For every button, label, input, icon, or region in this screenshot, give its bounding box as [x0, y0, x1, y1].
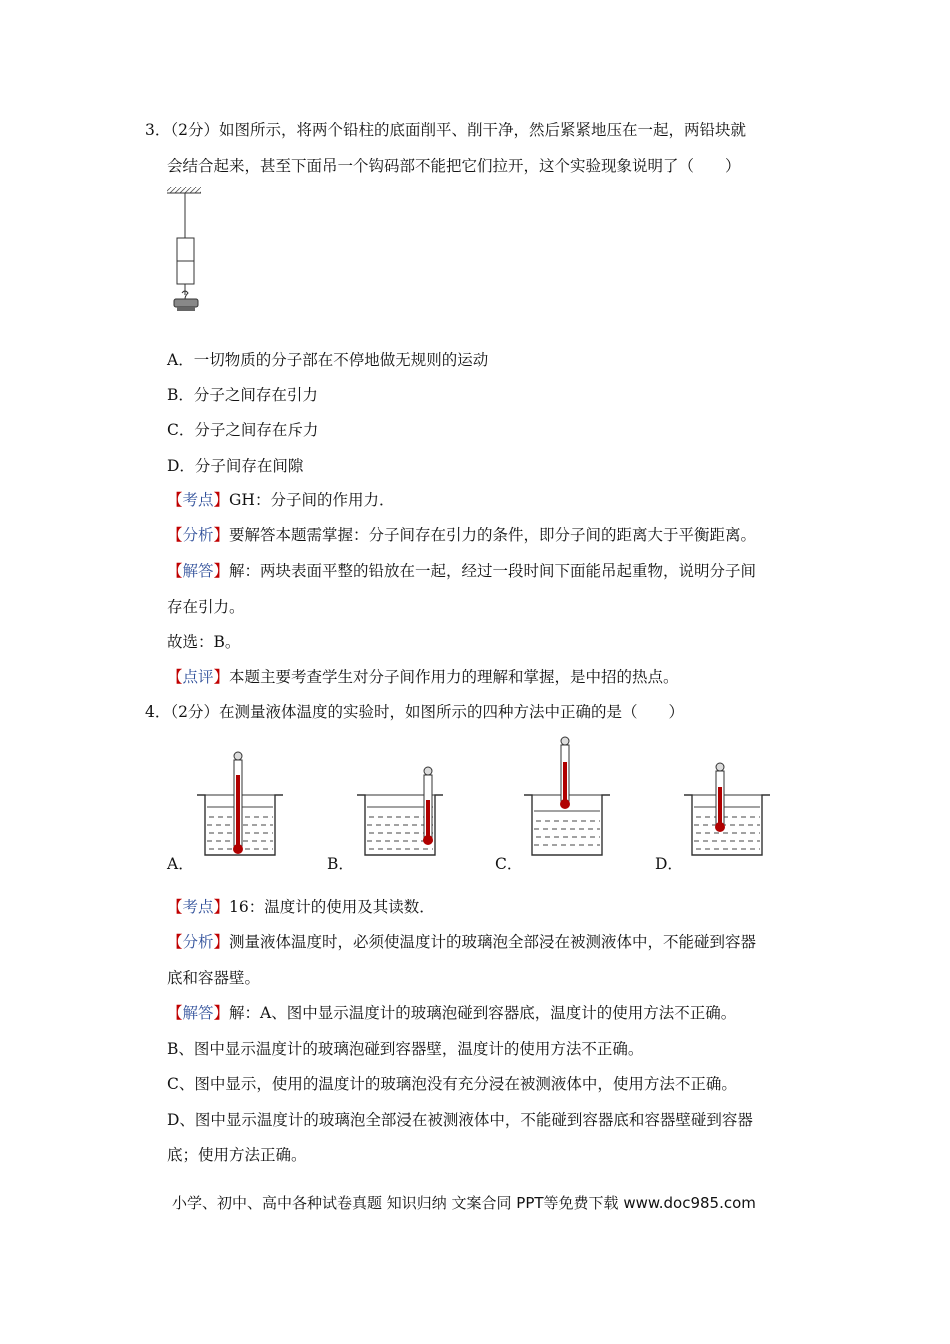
- q4-option-d-label: D．: [655, 855, 683, 873]
- q3-option-d: D．分子间存在间隙: [167, 457, 304, 475]
- lead-cylinder-figure: [165, 183, 215, 323]
- beaker-figure-d: [682, 757, 772, 860]
- q4-jieda-line4: D、图中显示温度计的玻璃泡全部浸在被测液体中，不能碰到容器底和容器壁碰到容器: [167, 1111, 753, 1129]
- q4-number: 4．: [145, 703, 171, 721]
- q3-kaodian: 【考点】GH：分子间的作用力．: [167, 491, 395, 509]
- page-footer: 小学、初中、高中各种试卷真题 知识归纳 文案合同 PPT等免费下载 www.doc985.com: [172, 1194, 756, 1212]
- kaodian-tag: 【考点】: [167, 898, 230, 916]
- q4-fenxi-line1: 【分析】测量液体温度时，必须使温度计的玻璃泡全部浸在被测液体中，不能碰到容器: [167, 933, 757, 951]
- q3-option-c: C．分子之间存在斥力: [167, 421, 319, 439]
- q4-jieda-line5: 底；使用方法正确。: [167, 1146, 307, 1164]
- q4-option-a-label: A．: [167, 855, 194, 873]
- q4-jieda-line3: C、图中显示，使用的温度计的玻璃泡没有充分浸在被测液体中，使用方法不正确。: [167, 1075, 737, 1093]
- beaker-figure-b: [355, 760, 445, 860]
- fenxi-tag: 【分析】: [167, 526, 230, 544]
- q4-jieda-line1: 【解答】解：A、图中显示温度计的玻璃泡碰到容器底，温度计的使用方法不正确。: [167, 1004, 737, 1022]
- q4-fenxi-line2: 底和容器壁。: [167, 969, 261, 987]
- q3-jieda-line2: 存在引力。: [167, 598, 245, 616]
- q3-option-b: B．分子之间存在引力: [167, 386, 318, 404]
- q3-fenxi: 【分析】要解答本题需掌握：分子间存在引力的条件，即分子间的距离大于平衡距离。: [167, 526, 757, 544]
- beaker-figure-a: [195, 745, 285, 860]
- q4-option-b-label: B．: [327, 855, 354, 873]
- q4-stem: 4．（2分）在测量液体温度的实验时，如图所示的四种方法中正确的是（ ）: [145, 703, 684, 721]
- q3-dianping: 【点评】本题主要考查学生对分子间作用力的理解和掌握，是中招的热点。: [167, 668, 679, 686]
- q3-number: 3．: [145, 121, 171, 139]
- jieda-tag: 【解答】: [167, 1004, 230, 1022]
- fenxi-tag: 【分析】: [167, 933, 230, 951]
- q3-answer: 故选：B。: [167, 633, 241, 651]
- q3-option-a: A．一切物质的分子部在不停地做无规则的运动: [167, 351, 489, 369]
- beaker-figure-c: [522, 732, 612, 860]
- q3-stem-line1: 3．（2分）如图所示，将两个铅柱的底面削平、削干净，然后紧紧地压在一起，两铅块就: [145, 121, 746, 139]
- q3-jieda-line1: 【解答】解：两块表面平整的铅放在一起，经过一段时间下面能吊起重物，说明分子间: [167, 562, 757, 580]
- kaodian-tag: 【考点】: [167, 491, 230, 509]
- q4-option-c-label: C．: [495, 855, 523, 873]
- q3-stem-line2: 会结合起来，甚至下面吊一个钩码部不能把它们拉开，这个实验现象说明了（ ）: [167, 157, 741, 175]
- dianping-tag: 【点评】: [167, 668, 230, 686]
- jieda-tag: 【解答】: [167, 562, 230, 580]
- q4-jieda-line2: B、图中显示温度计的玻璃泡碰到容器壁，温度计的使用方法不正确。: [167, 1040, 644, 1058]
- q4-kaodian: 【考点】16：温度计的使用及其读数．: [167, 898, 435, 916]
